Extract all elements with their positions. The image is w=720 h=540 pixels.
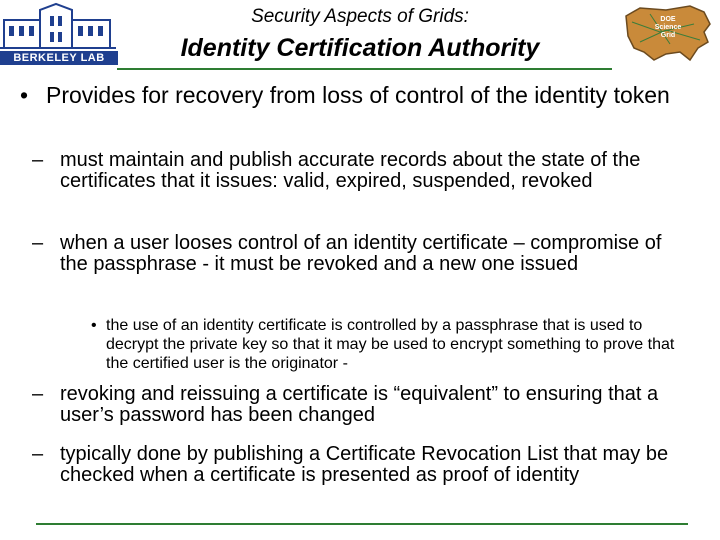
logo-right-label-line3: Grid [660,32,676,39]
bullet-marker: • [20,82,29,108]
dash-marker: – [32,149,44,171]
doe-science-grid-logo [620,2,714,64]
dash-marker: – [32,383,44,405]
footer-divider [36,523,688,525]
sub-bullet-text: when a user looses control of an identity certificate – compromise of the passphrase - it must be revoked and a new one issued [60,232,662,275]
sub-sub-bullet-text: the use of an identity certificate is controlled by a passphrase that is used to decrypt the private key so that it may be used to encrypt something to prove that the certified user is the originator - [106,317,675,372]
bullet-text: Provides for recovery from loss of control of the identity token [46,82,670,108]
sub-bullet-text: must maintain and publish accurate records about the state of the certificates that it issues: valid, expired, suspended, revoked [60,149,641,192]
bullet-marker: • [91,317,97,334]
title-divider [117,68,612,70]
logo-right-label-line2: Science [654,24,682,31]
logo-right-label-line1: DOE [660,16,676,23]
berkeley-lab-logo [0,0,118,68]
sub-bullet-text: revoking and reissuing a certificate is “equivalent” to ensuring that a user’s password has been changed [60,383,659,426]
logo-left-label: BERKELEY LAB [13,52,105,64]
dash-marker: – [32,443,44,465]
slide-title-line1: Security Aspects of Grids: [251,6,469,27]
sub-bullet-text: typically done by publishing a Certificate Revocation List that may be checked when a certificate is presented as proof of identity [60,443,669,486]
logo-right-label [648,16,688,40]
dash-marker: – [32,232,44,254]
slide-title-line2: Identity Certification Authority [180,34,540,62]
